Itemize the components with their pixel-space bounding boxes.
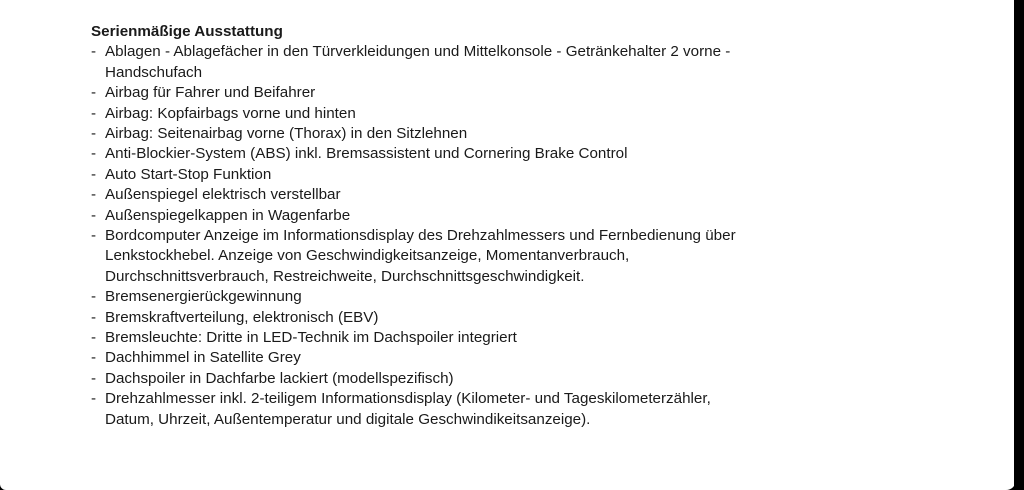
list-item: - Bremsleuchte: Dritte in LED-Technik im Dachspoiler integriert bbox=[91, 328, 831, 348]
list-item: - Dachhimmel in Satellite Grey bbox=[91, 348, 831, 368]
list-item: - Drehzahlmesser inkl. 2-teiligem Informationsdisplay (Kilometer- und Tageskilometerzähler, Datum, Uhrzeit, Außentemperatur und digitale Geschwindikeitsanzeige). bbox=[91, 389, 831, 430]
list-item: - Ablagen - Ablagefächer in den Türverkleidungen und Mittelkonsole - Getränkehalter 2 vorne - Handschufach bbox=[91, 42, 831, 83]
list-item: - Dachspoiler in Dachfarbe lackiert (modellspezifisch) bbox=[91, 369, 831, 389]
dark-border bbox=[1014, 0, 1024, 490]
equipment-section bbox=[91, 22, 831, 430]
list-item: - Anti-Blockier-System (ABS) inkl. Bremsassistent und Cornering Brake Control bbox=[91, 144, 831, 164]
list-item: - Airbag: Seitenairbag vorne (Thorax) in den Sitzlehnen bbox=[91, 124, 831, 144]
list-item: - Auto Start-Stop Funktion bbox=[91, 165, 831, 185]
list-item: - Bremsenergierückgewinnung bbox=[91, 287, 831, 307]
equipment-list bbox=[91, 42, 831, 430]
list-item: - Airbag für Fahrer und Beifahrer bbox=[91, 83, 831, 103]
list-item: - Airbag: Kopfairbags vorne und hinten bbox=[91, 104, 831, 124]
list-item: - Bordcomputer Anzeige im Informationsdisplay des Drehzahlmessers und Fernbedienung über Lenkstockhebel. Anzeige von Geschwindigkeitsanzeige, Momentanverbrauch, Durchschnittsverbrauch, Restreichweite, Durchschnittsgeschwindigkeit. bbox=[91, 226, 831, 287]
list-item: - Außenspiegelkappen in Wagenfarbe bbox=[91, 206, 831, 226]
section-heading: Serienmäßige Ausstattung bbox=[91, 23, 283, 40]
list-item: - Außenspiegel elektrisch verstellbar bbox=[91, 185, 831, 205]
list-item: - Bremskraftverteilung, elektronisch (EBV) bbox=[91, 308, 831, 328]
